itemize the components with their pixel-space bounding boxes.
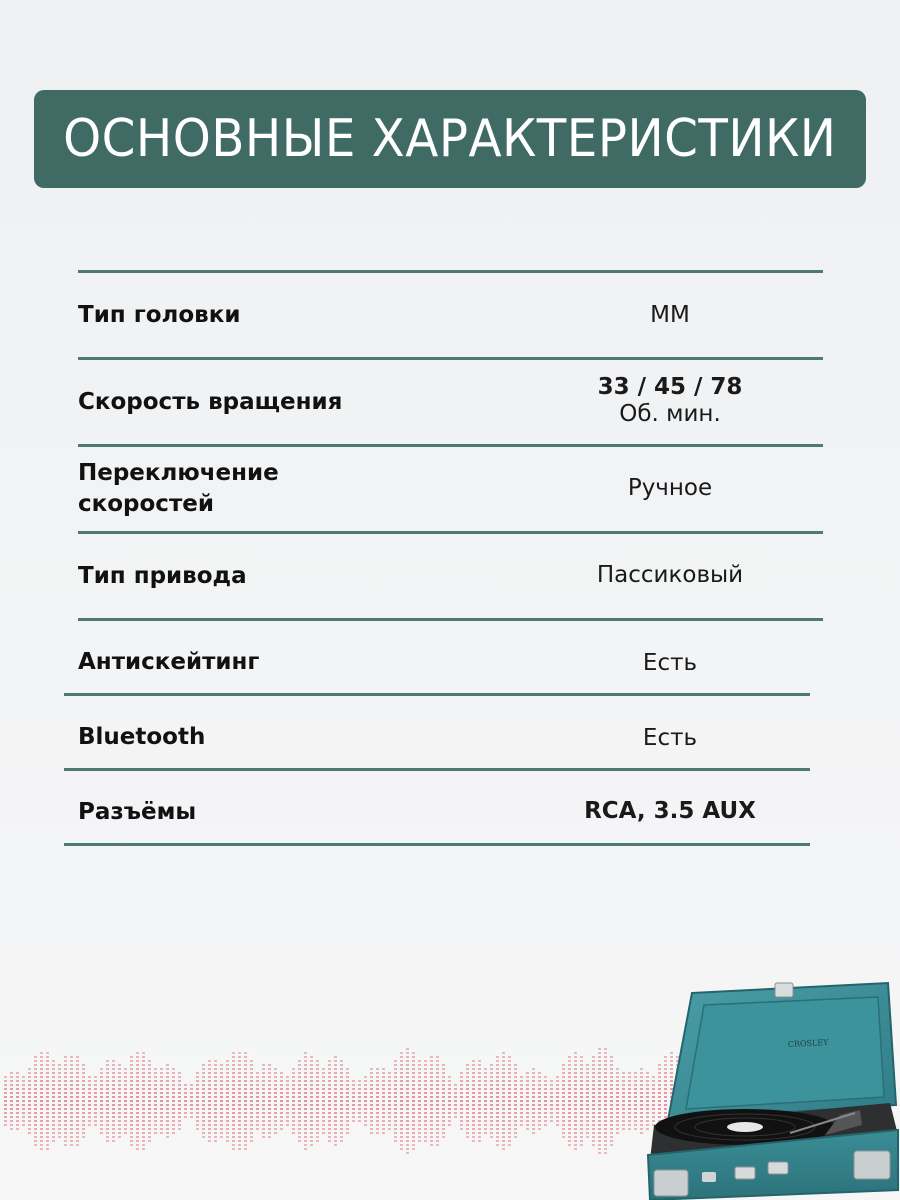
- spec-label: [78, 458, 378, 520]
- spec-value-line2: Об. мин.: [619, 401, 721, 427]
- spec-value: Есть: [642, 650, 698, 676]
- sound-wave-graphic: [0, 1040, 720, 1160]
- table-divider: [78, 618, 823, 621]
- spec-label: Скорость вращения: [78, 389, 343, 415]
- table-divider: [78, 531, 823, 534]
- spec-label: Тип головки: [78, 302, 241, 328]
- table-divider: [64, 843, 810, 846]
- spec-label: Антискейтинг: [78, 649, 260, 675]
- header-banner: [34, 90, 866, 188]
- table-divider: [64, 768, 810, 771]
- spec-label: Разъёмы: [78, 799, 197, 825]
- brand-logo: CROSLEY: [787, 1037, 829, 1049]
- table-divider: [64, 693, 810, 696]
- table-divider: [78, 270, 823, 273]
- page-title: ОСНОВНЫЕ ХАРАКТЕРИСТИКИ: [63, 109, 837, 169]
- spec-label: Тип привода: [78, 563, 247, 589]
- table-divider: [78, 357, 823, 360]
- spec-value-line1: 33 / 45 / 78: [597, 374, 743, 400]
- spec-label-line1: Переключение: [78, 460, 279, 486]
- table-divider: [78, 444, 823, 447]
- spec-label-line2: скоростей: [78, 491, 214, 517]
- spec-value: RCA, 3.5 AUX: [584, 798, 756, 824]
- spec-value: Есть: [642, 725, 698, 751]
- spec-label: Bluetooth: [78, 724, 206, 750]
- spec-value: MM: [650, 302, 690, 328]
- spec-value: [510, 374, 830, 428]
- spec-value: Ручное: [627, 475, 713, 501]
- spec-value: Пассиковый: [596, 562, 744, 588]
- turntable-image: [640, 975, 900, 1200]
